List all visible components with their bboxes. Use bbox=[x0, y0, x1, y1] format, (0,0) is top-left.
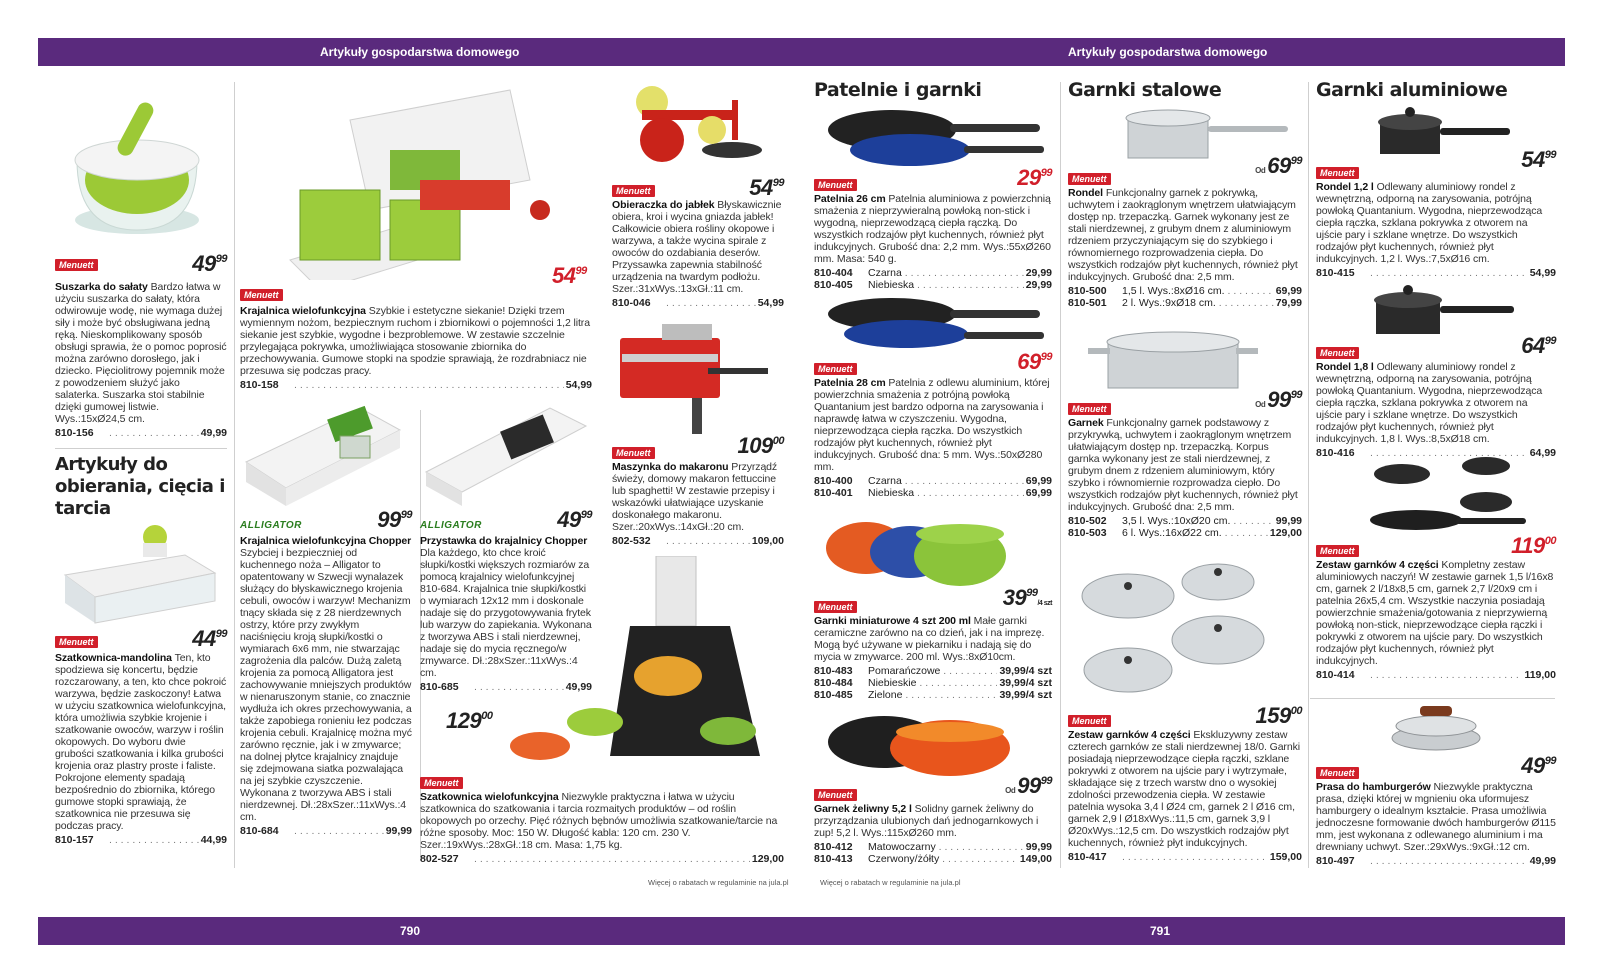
menuett-badge: Menuett bbox=[1316, 347, 1359, 359]
product-salad-spinner bbox=[55, 80, 227, 439]
price-tag: $64^{99}$ bbox=[1521, 333, 1556, 358]
sku-row: 810-412 Matowoczarny . . . 99,99 bbox=[814, 841, 1052, 853]
row-divider bbox=[1310, 698, 1555, 699]
sku-row: 810-485 Zielone . . . 39,99/4 szt bbox=[814, 689, 1052, 701]
pan-26-image bbox=[814, 104, 1052, 170]
price-tag: $54^{99}$ bbox=[749, 175, 784, 200]
alligator-badge: ALLIGATOR bbox=[240, 520, 302, 531]
product-steel-pot bbox=[1068, 326, 1302, 539]
sku-row: 810-503 6 l. Wys.:16xØ22 cm. . . . 129,00 bbox=[1068, 527, 1302, 539]
product-description: Dla każdego, kto chce kroić słupki/kostki większych rozmiarów za pomocą krajalnicy wielofunkcyjnej 810-684. Krajalnica tnie słupki/kostki o wymiarach 12x12 mm i doskonale nadaje się do przygotowywania frytek lub warzyw do zapiekania. Wykonana z tworzywa ABS i stali nierdzewnej, nadaje się do mycia ręcznego/w zmywarce. Dł.:28xSzer.:11xWys.:4 cm. bbox=[420, 547, 592, 679]
product-name: Maszynka do makaronu bbox=[612, 461, 729, 473]
product-description: Odlewany aluminiowy rondel z wewnętrzną, odporną na zarysowania, potrójną powłoką Quantanium. Wygodna, nieprzewodząca ciepła rączka, szklana pokrywka z otworem na ujście pary i szklane wnętrze. Do wszystkich rodzajów płyt kuchennych, również płyt indukcyjnych. 1,2 l. Wys.:7,5xØ16 cm. bbox=[1316, 181, 1543, 265]
product-name: Zestaw garnków 4 części bbox=[1068, 729, 1191, 741]
product-name: Garnek żeliwny 5,2 l bbox=[814, 803, 912, 815]
sku-row: 810-483 Pomarańczowe . . . 39,99/4 szt bbox=[814, 665, 1052, 677]
sku-row: 810-416 . . . 64,99 bbox=[1316, 447, 1556, 459]
footnote-right: Więcej o rabatach w regulaminie na jula.pl bbox=[820, 878, 961, 887]
sku-row: 810-413 Czerwony/żółty . . . 149,00 bbox=[814, 853, 1052, 865]
product-description: Funkcjonalny garnek podstawowy z przykrywką, uchwytem i zaokrąglonym wnętrzem ułatwiającym dostęp np. trzepaczką. Korpus garnka wykonany jest ze stali nierdzewnej, z grubym dnem z rdzeniem aluminiowym, który szybko i równomiernie rozprowadza ciepło. Do wszystkich rodzajów płyt kuchennych, również płyt indukcyjnych. Grubość dna: 2,5 mm. bbox=[1068, 417, 1298, 513]
header-left-title: Artykuły gospodarstwa domowego bbox=[320, 45, 520, 59]
pan-28-image bbox=[814, 294, 1052, 354]
footer-band bbox=[38, 917, 1565, 945]
mini-pots-image bbox=[814, 512, 1052, 592]
menuett-badge: Menuett bbox=[814, 179, 857, 191]
sku-row: 810-497 . . . 49,99 bbox=[1316, 855, 1556, 867]
menuett-badge: Menuett bbox=[814, 363, 857, 375]
sku-row: 810-405 Niebieska . . . 29,99 bbox=[814, 279, 1052, 291]
section-heading-steel: Garnki stalowe bbox=[1068, 79, 1222, 101]
product-electric-grater bbox=[420, 556, 784, 865]
sku-list bbox=[55, 834, 227, 846]
sku-row: 810-156 . . . 49,99 bbox=[55, 427, 227, 439]
product-description: Funkcjonalny garnek z pokrywką, uchwytem i zaokrąglonym wnętrzem ułatwiającym dostęp np. trzepaczką. Garnek wykonany jest ze stali nierdzewnej, z grubym dnem z aluminiowym rdzeniem przyczyniającym się do szybkiego i równomiernego rozprowadzenia ciepła. Do wszystkich rodzajów płyt kuchennych, również płyt indukcyjnych. Grubość dna: 2,5 mm. bbox=[1068, 187, 1298, 283]
product-pan-28 bbox=[814, 294, 1052, 499]
price-tag: $49^{99}$ bbox=[557, 507, 592, 532]
sku-list bbox=[1068, 285, 1302, 309]
menuett-badge: Menuett bbox=[1068, 173, 1111, 185]
cast-iron-pot-image bbox=[814, 712, 1052, 780]
product-steel-pot-set bbox=[1068, 556, 1302, 863]
product-description: Ten, kto spodziewa się koncertu, będzie rozczarowany, a ten, kto chce pokroić warzywa, będzie zaskoczony! Łatwa w użyciu szatkownica wielofunkcyjna, która umożliwia szybkie krojenie i szatkowanie owoców, warzyw i roślin okopowych. Do wyboru dwie grubości szatkowania i kilka grubości krojenia oraz plastry proste i faliste. Pokrojone elementy spadają bezpośrednio do zbiornika, którego gumowe stopki sprawiają, że szatkownica nie przesuwa się podczas pracy. bbox=[55, 652, 227, 832]
sku-row: 810-415 . . . 54,99 bbox=[1316, 267, 1556, 279]
product-name: Przystawka do krajalnicy Chopper bbox=[420, 535, 588, 547]
menuett-badge: Menuett bbox=[1316, 545, 1359, 557]
burger-press-image bbox=[1316, 702, 1556, 758]
product-chopper bbox=[240, 402, 412, 837]
product-saucepan-12 bbox=[1316, 104, 1556, 279]
menuett-badge: Menuett bbox=[1316, 167, 1359, 179]
price-tag: $49^{99}$ bbox=[1521, 753, 1556, 778]
section-heading-aluminium: Garnki aluminiowe bbox=[1316, 79, 1508, 101]
product-description: Szybciej i bezpieczniej od kuchennego noża – Alligator to opatentowany w Szwecji wynalazek służący do błyskawicznego krojenia cebuli, owoców i warzyw! Mechanizm tnący składa się z 28 nierdzewnych ostrzy, które przy zwykłym naciśnięciu kroją słupki/kostki o wymiarach 6x6 mm, nie stwarzając zagrożenia dla palców. Dużą zaletą krojenia za pomocą Alligatora jest zachowywanie mniejszych produktów w nienaruszonym stanie, co znacznie wydłuża ich okres przechowywania, a także zapobiega ronieniu łez podczas krojenia cebuli. Krajalnicę można myć zarówno ręcznie, jak i w zmywarce; na dolnej płytce krajalnicy znajduje się zdejmowana siatka pozwalająca na jej szybkie czyszczenie. Wykonana z tworzywa ABS i stali nierdzewnej. Dł.:28xSzer.:11xWys.:4 cm. bbox=[240, 547, 412, 823]
menuett-badge: Menuett bbox=[240, 289, 283, 301]
price-tag: $99^{99}$ bbox=[377, 507, 412, 532]
sku-row: 810-414 . . . 119,00 bbox=[1316, 669, 1556, 681]
sku-row: 810-400 Czarna . . . 69,99 bbox=[814, 475, 1052, 487]
sku-list bbox=[814, 475, 1052, 499]
price-tag: $119^{00}$ bbox=[1511, 533, 1556, 558]
product-name: Szatkownica-mandolina bbox=[55, 652, 172, 664]
product-name: Rondel bbox=[1068, 187, 1103, 199]
product-apple-peeler bbox=[612, 80, 784, 309]
price-tag: $Od99^{99}$ bbox=[1255, 387, 1302, 412]
sku-list bbox=[814, 841, 1052, 865]
sku-list bbox=[1316, 855, 1556, 867]
menuett-badge: Menuett bbox=[612, 185, 655, 197]
column-divider bbox=[1308, 82, 1309, 868]
sku-row: 810-404 Czarna . . . 29,99 bbox=[814, 267, 1052, 279]
menuett-badge: Menuett bbox=[814, 601, 857, 613]
page-number-right: 791 bbox=[1150, 924, 1171, 938]
product-description: Małe garnki ceramiczne zarówno na co dzień, jak i na imprezę. Mogą być używane w piekarniku i nadają się do mycia w zmywarce. 200 ml. Wys.:8xØ10cm. bbox=[814, 615, 1045, 663]
product-name: Obieraczka do jabłek bbox=[612, 199, 715, 211]
sku-list bbox=[1068, 851, 1302, 863]
menuett-badge: Menuett bbox=[1068, 715, 1111, 727]
sku-list bbox=[420, 853, 784, 865]
price-tag: $Od99^{99}$ bbox=[1005, 773, 1052, 798]
menuett-badge: Menuett bbox=[1316, 767, 1359, 779]
salad-spinner-image bbox=[55, 80, 227, 250]
product-description: Bardzo łatwa w użyciu suszarka do sałaty, która odwirowuje wodę, nie wymaga dużej siły i może być obsługiwana jedną ręką. Nieskomplikowany sposób obsługi sprawia, że o pomoc poprosić można zarówno dorosłego, jak i dziecko. Pięciolitrowy pojemnik może z powodzeniem służyć jako salaterka. Suszarka stoi stabilnie dzięki gumowej listwie. Wys.:15xØ24,5 cm. bbox=[55, 281, 227, 425]
sku-row: 810-401 Niebieska . . . 69,99 bbox=[814, 487, 1052, 499]
sku-row: 810-500 1,5 l. Wys.:8xØ16 cm. . . . 69,99 bbox=[1068, 285, 1302, 297]
saucepan-12-image bbox=[1316, 104, 1556, 158]
sku-row: 810-502 3,5 l. Wys.:10xØ20 cm. . . . 99,99 bbox=[1068, 515, 1302, 527]
sku-list bbox=[1068, 515, 1302, 539]
multi-slicer-image bbox=[240, 80, 592, 280]
sku-list bbox=[814, 267, 1052, 291]
product-name: Krajalnica wielofunkcyjna Chopper bbox=[240, 535, 412, 547]
price-tag: $109^{00}$ bbox=[737, 433, 784, 458]
price-tag: $49^{99}$ bbox=[192, 251, 227, 276]
mandoline-image bbox=[55, 515, 227, 627]
product-name: Suszarka do sałaty bbox=[55, 281, 148, 293]
footnote-left: Więcej o rabatach w regulaminie na jula.pl bbox=[648, 878, 789, 887]
row-divider bbox=[55, 448, 227, 449]
price-tag: $159^{00}$ bbox=[1255, 703, 1302, 728]
sku-row: 810-157 . . . 44,99 bbox=[55, 834, 227, 846]
product-description: Błyskawicznie obiera, kroi i wycina gniazda jabłek! Całkowicie obiera rośliny okopowe i warzywa, a także wycina spirale z owoców do ozdabiania deserów. Przyssawka zapewnia stabilność urządzenia na twardym podłożu. Szer.:31xWys.:13xGł.:11 cm. bbox=[612, 199, 782, 295]
product-name: Rondel 1,8 l bbox=[1316, 361, 1374, 373]
price-tag: $129^{00}$ bbox=[446, 708, 493, 733]
product-name: Garnek bbox=[1068, 417, 1104, 429]
chopper-image bbox=[240, 402, 412, 510]
sku-list bbox=[814, 665, 1052, 701]
sku-row: 810-417 . . . 159,00 bbox=[1068, 851, 1302, 863]
header-right-title: Artykuły gospodarstwa domowego bbox=[1068, 45, 1268, 59]
product-mandoline bbox=[55, 515, 227, 846]
product-cast-iron-pot bbox=[814, 712, 1052, 865]
section-heading-peeling: Artykuły do obierania, cięcia i tarcia bbox=[55, 454, 225, 519]
sku-row: 810-046 . . . 54,99 bbox=[612, 297, 784, 309]
sku-row: 810-684 . . . 99,99 bbox=[240, 825, 412, 837]
sku-list bbox=[55, 427, 227, 439]
price-tag: $29^{99}$ bbox=[1017, 165, 1052, 190]
product-mini-pots bbox=[814, 512, 1052, 701]
sku-row: 810-484 Niebieskie . . . 39,99/4 szt bbox=[814, 677, 1052, 689]
price-tag: $39^{99}/4$ szt bbox=[1002, 585, 1052, 610]
sku-list bbox=[240, 379, 592, 391]
price-tag: $54^{99}$ bbox=[552, 263, 587, 288]
sku-list bbox=[612, 535, 784, 547]
pasta-maker-image bbox=[612, 318, 784, 438]
apple-peeler-image bbox=[612, 80, 784, 176]
sku-list bbox=[1316, 669, 1556, 681]
steel-pot-set-image bbox=[1068, 556, 1302, 706]
product-description: Szybkie i estetyczne siekanie! Dzięki trzem wymiennym nożom, bezpiecznym ruchom i zbiornikowi o pojemności 1,2 litra siekanie jest szybkie, wygodne i bezproblemowe. W zestawie szczelnie przylegająca pokrywka, umożliwiająca stosowanie zbiornika do przechowywania. Gumowe stopki na spodzie sprawiają, że rozdrabniacz nie przesuwa się podczas pracy. bbox=[240, 305, 590, 377]
product-pasta-maker bbox=[612, 318, 784, 547]
product-description: Przyrządź świeży, domowy makaron fettuccine lub spaghetti! W zestawie przepisy i wskazówki ułatwiające uzyskanie doskonałego makaronu. Szer.:20xWys.:14xGł.:20 cm. bbox=[612, 461, 778, 533]
product-description: Ekskluzywny zestaw czterech garnków ze stali nierdzewnej 18/0. Garnki posiadają nieprzewodzące ciepła rączki, szklane pokrywki z otworem na ujście pary i wytrzymałe, składające się z trzech warstw dno o wysokiej zdolności przewodzenia ciepła. W zestawie patelnia wysoka 3,4 l Ø24 cm, garnek 2 l Ø16 cm, garnek 2,9 l Ø18xWys.:11,5 cm, garnek 3,9 l Ø20xWys.:12,5 cm. Do wszystkich rodzajów płyt kuchennych, również płyt indukcyjnych. bbox=[1068, 729, 1300, 849]
sku-row: 810-685 . . . 49,99 bbox=[420, 681, 592, 693]
product-aluminium-pot-set bbox=[1316, 452, 1556, 681]
menuett-badge: Menuett bbox=[55, 259, 98, 271]
product-name: Prasa do hamburgerów bbox=[1316, 781, 1431, 793]
price-tag: $Od69^{99}$ bbox=[1255, 153, 1302, 178]
sku-row: 810-501 2 l. Wys.:9xØ18 cm. . . . 79,99 bbox=[1068, 297, 1302, 309]
product-name: Szatkownica wielofunkcyjna bbox=[420, 791, 559, 803]
menuett-badge: Menuett bbox=[1068, 403, 1111, 415]
menuett-badge: Menuett bbox=[55, 636, 98, 648]
sku-list bbox=[1316, 267, 1556, 279]
column-divider bbox=[234, 82, 235, 868]
price-tag: $54^{99}$ bbox=[1521, 147, 1556, 172]
product-steel-saucepan bbox=[1068, 104, 1302, 309]
price-tag: $44^{99}$ bbox=[192, 626, 227, 651]
product-description: Niezwykle praktyczna i łatwa w użyciu szatkownica do szatkowania i tarcia rozmaitych produktów – od roślin okopowych po orzechy. Pięć różnych bębnów umożliwia szatkowanie/tarcie na różne sposoby. Moc: 150 W. Długość kabla: 120 cm. 230 V. Szer.:19xWys.:28xGł.:18 cm. Masa: 1,75 kg. bbox=[420, 791, 778, 851]
product-saucepan-18 bbox=[1316, 282, 1556, 459]
menuett-badge: Menuett bbox=[814, 789, 857, 801]
product-name: Patelnia 28 cm bbox=[814, 377, 886, 389]
product-multi-slicer bbox=[240, 80, 592, 391]
alligator-badge: ALLIGATOR bbox=[420, 520, 482, 531]
product-description: Patelnia z odlewu aluminium, której powierzchnia smażenia z potrójną powłoką Quantanium jest bardzo odporna na zarysowania i naprawdę łatwa w czyszczeniu. Wygodna, nieprzewodząca ciepła rączka. Do wszystkich rodzajów płyt kuchennych, również płyt indukcyjnych. Grubość dna: 5 mm. Wys.:50xØ280 mm. bbox=[814, 377, 1050, 473]
sku-list bbox=[240, 825, 412, 837]
saucepan-18-image bbox=[1316, 282, 1556, 338]
product-name: Krajalnica wielofunkcyjna bbox=[240, 305, 366, 317]
steel-pot-image bbox=[1068, 326, 1302, 394]
price-tag: $69^{99}$ bbox=[1017, 349, 1052, 374]
product-description: Patelnia aluminiowa z powierzchnią smażenia z nieprzywieralną powłoką non-stick i wygodną, nieprzewodzącą ciepła rączką. Do wszystkich rodzajów płyt kuchennych, również płyt indukcyjnych. Grubość dna: 2,2 mm. Wys.:55xØ260 mm. Masa: 540 g. bbox=[814, 193, 1051, 265]
product-description: Kompletny zestaw aluminiowych naczyń! W zestawie garnek 1,5 l/16x8 cm, garnek 2 l/18x8,5 cm, garnek 2,7 l/20x9 cm i patelnia 26x5,4 cm. Wszystkie naczynia posiadają powierzchnie smażenia/gotowania z nieprzywierną powłoką non-stick, nieprzewodzące ciepła rączki i pokrywki z otworem na ujście pary. Do wszystkich rodzajów płyt kuchennych, również płyt indukcyjnych. bbox=[1316, 559, 1554, 667]
menuett-badge: Menuett bbox=[420, 777, 463, 789]
product-name: Rondel 1,2 l bbox=[1316, 181, 1374, 193]
aluminium-pot-set-image bbox=[1316, 452, 1556, 536]
header-band bbox=[38, 38, 1565, 66]
product-description: Niezwykle praktyczna prasa, dzięki której w mgnieniu oka uformujesz hamburgery o idealnym kształcie. Prasa umożliwia jednoczesne formowanie dwóch hamburgerów Ø115 mm, jest wykonana z odlewanego aluminium i ma drewniany uchwyt. Szer.:29xWys.:9xGł.:12 cm. bbox=[1316, 781, 1556, 853]
sku-row: 810-158 . . . 54,99 bbox=[240, 379, 592, 391]
product-description: Solidny garnek żeliwny do przyrządzania ulubionych dań jednogarnkowych i zup! 5,2 l. Wys.:115xØ260 mm. bbox=[814, 803, 1039, 839]
sku-list bbox=[612, 297, 784, 309]
section-heading-pans: Patelnie i garnki bbox=[814, 79, 982, 101]
product-burger-press bbox=[1316, 702, 1556, 867]
menuett-badge: Menuett bbox=[612, 447, 655, 459]
sku-row: 802-532 . . . 109,00 bbox=[612, 535, 784, 547]
sku-row: 802-527 . . . 129,00 bbox=[420, 853, 784, 865]
electric-grater-image bbox=[420, 556, 784, 766]
product-name: Zestaw garnków 4 części bbox=[1316, 559, 1439, 571]
product-name: Patelnia 26 cm bbox=[814, 193, 886, 205]
chopper-attachment-image bbox=[420, 402, 592, 510]
column-divider bbox=[1060, 82, 1061, 868]
product-pan-26 bbox=[814, 104, 1052, 291]
page-number-left: 790 bbox=[400, 924, 421, 938]
product-name: Garnki miniaturowe 4 szt 200 ml bbox=[814, 615, 971, 627]
product-description: Odlewany aluminiowy rondel z wewnętrzną, odporną na zarysowania, potrójną powłoką Quantanium. Wygodna, nieprzewodząca ciepła rączka, szklana pokrywka z otworem na ujście pary i szklane wnętrze. Do wszystkich rodzajów płyt kuchennych, również płyt indukcyjnych. 1,8 l. Wys.:8,5xØ18 cm. bbox=[1316, 361, 1543, 445]
